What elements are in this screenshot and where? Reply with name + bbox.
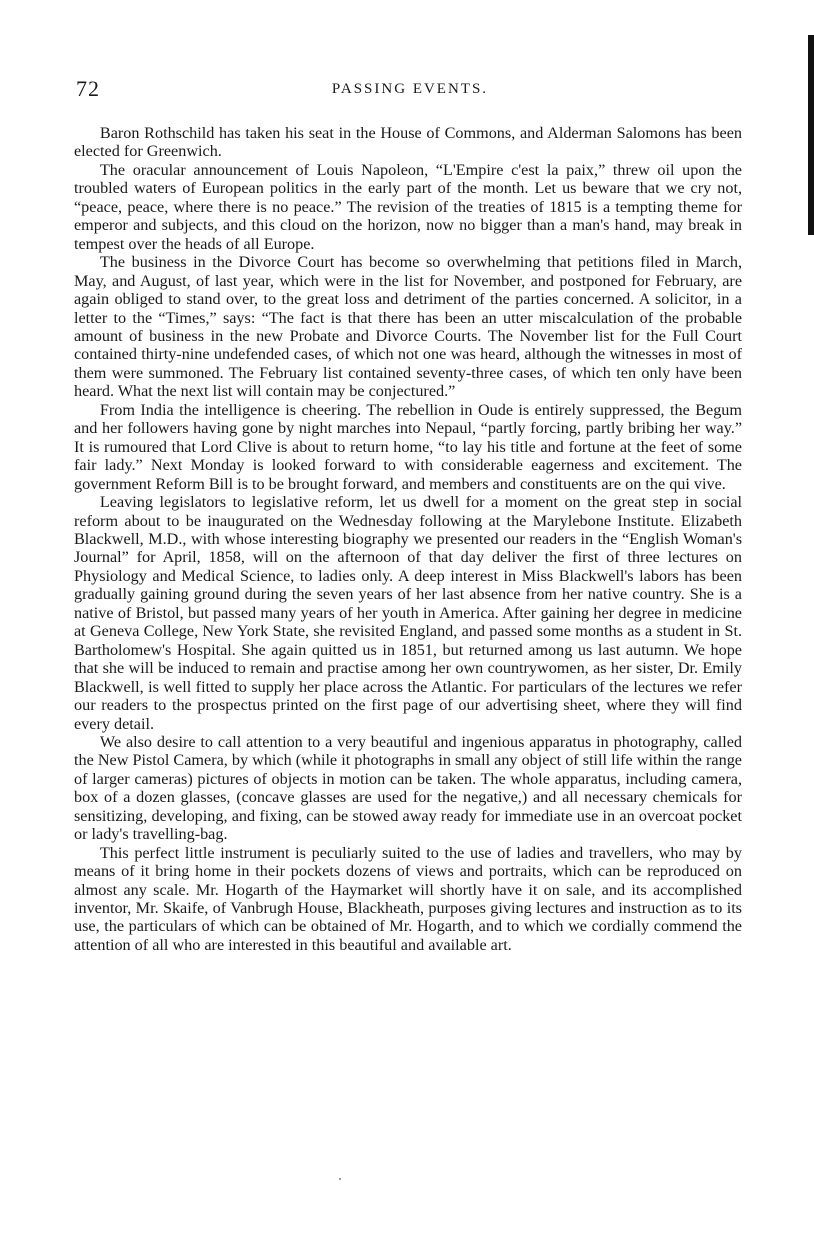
- paragraph-pistol-camera: We also desire to call attention to a very beautiful and ingenious apparatus in photography, called the New Pistol Camera, by which (while it photographs in small any object of still life within the range of larger cameras) pictures of objects in motion can be taken. The whole apparatus, including camera, box of a dozen glasses, (concave glasses are used for the negative,) and all necessary chemicals for sensitizing, developing, and fixing, can be stowed away ready for immediate use in an overcoat pocket or lady's travelling-bag.: [74, 732, 742, 844]
- print-speck: [339, 1178, 341, 1180]
- paragraph-rothschild: Baron Rothschild has taken his seat in the House of Commons, and Alderman Salomons has been elected for Greenwich.: [74, 124, 742, 161]
- article-body: [74, 124, 742, 954]
- paragraph-blackwell: Leaving legislators to legislative reform, let us dwell for a moment on the great step in social reform about to be inaugurated on the Wednesday following at the Marylebone Institute. Elizabeth Blackwell, M.D., with whose interesting biography we presented our readers in the “English Woman's Journal” for April, 1858, will on the afternoon of that day deliver the first of three lectures on Physiology and Medical Science, to ladies only. A deep interest in Miss Blackwell's labors has been gradually gaining ground during the seven years of her last absence from her native country. She is a native of Bristol, but passed many years of her youth in America. After gaining her degree in medicine at Geneva College, New York State, she revisited England, and passed some months as a student in St. Bartholomew's Hospital. She again quitted us in 1851, but returned among us last autumn. We hope that she will be induced to remain and practise among her own countrywomen, as her sister, Dr. Emily Blackwell, is well fitted to supply her place across the Atlantic. For particulars of the lectures we refer our readers to the prospectus printed on the first page of our advertising sheet, where they will find every detail.: [74, 493, 742, 733]
- paragraph-divorce-court: The business in the Divorce Court has become so overwhelming that petitions filed in March, May, and August, of last year, which were in the list for November, and postponed for February, are again obliged to stand over, to the great loss and detriment of the parties concerned. A solicitor, in a letter to the “Times,” says: “The fact is that there has been an utter miscalculation of the probable amount of business in the new Probate and Divorce Courts. The November list for the Full Court contained thirty-nine undefended cases, of which not one was heard, although the witnesses in most of them were summoned. The February list contained seventy-three cases, of which ten only have been heard. What the next list will contain may be conjectured.”: [74, 253, 742, 401]
- page-number: 72: [76, 76, 100, 101]
- page-header: [76, 76, 744, 100]
- paragraph-louis-napoleon: The oracular announcement of Louis Napoleon, “L'Empire c'est la paix,” threw oil upon the troubled waters of European politics in the early part of the month. Let us beware that we cry not, “peace, peace, where there is no peace.” The revision of the treaties of 1815 is a tempting theme for emperor and subjects, and this cloud on the horizon, now no bigger than a man's hand, may break in tempest over the heads of all Europe.: [74, 160, 742, 253]
- paragraph-instrument: This perfect little instrument is peculiarly suited to the use of ladies and travellers, who may by means of it bring home in their pockets dozens of views and portraits, which can be reproduced on almost any scale. Mr. Hogarth of the Haymarket will shortly have it on sale, and its accomplished inventor, Mr. Skaife, of Vanbrugh House, Blackheath, purposes giving lectures and instruction as to its use, the particulars of which can be obtained of Mr. Hogarth, and to which we cordially commend the attention of all who are interested in this beautiful and available art.: [74, 843, 742, 954]
- running-title: PASSING EVENTS.: [331, 81, 489, 97]
- paragraph-india: From India the intelligence is cheering. The rebellion in Oude is entirely suppressed, the Begum and her followers having gone by night marches into Nepaul, “partly forcing, partly bribing her way.” It is rumoured that Lord Clive is about to return home, “to lay his title and fortune at the feet of some fair lady.” Next Monday is looked forward to with considerable eagerness and excitement. The government Reform Bill is to be brought forward, and members and constituents are on the qui vive.: [74, 400, 742, 493]
- page-edge-bar: [808, 35, 814, 235]
